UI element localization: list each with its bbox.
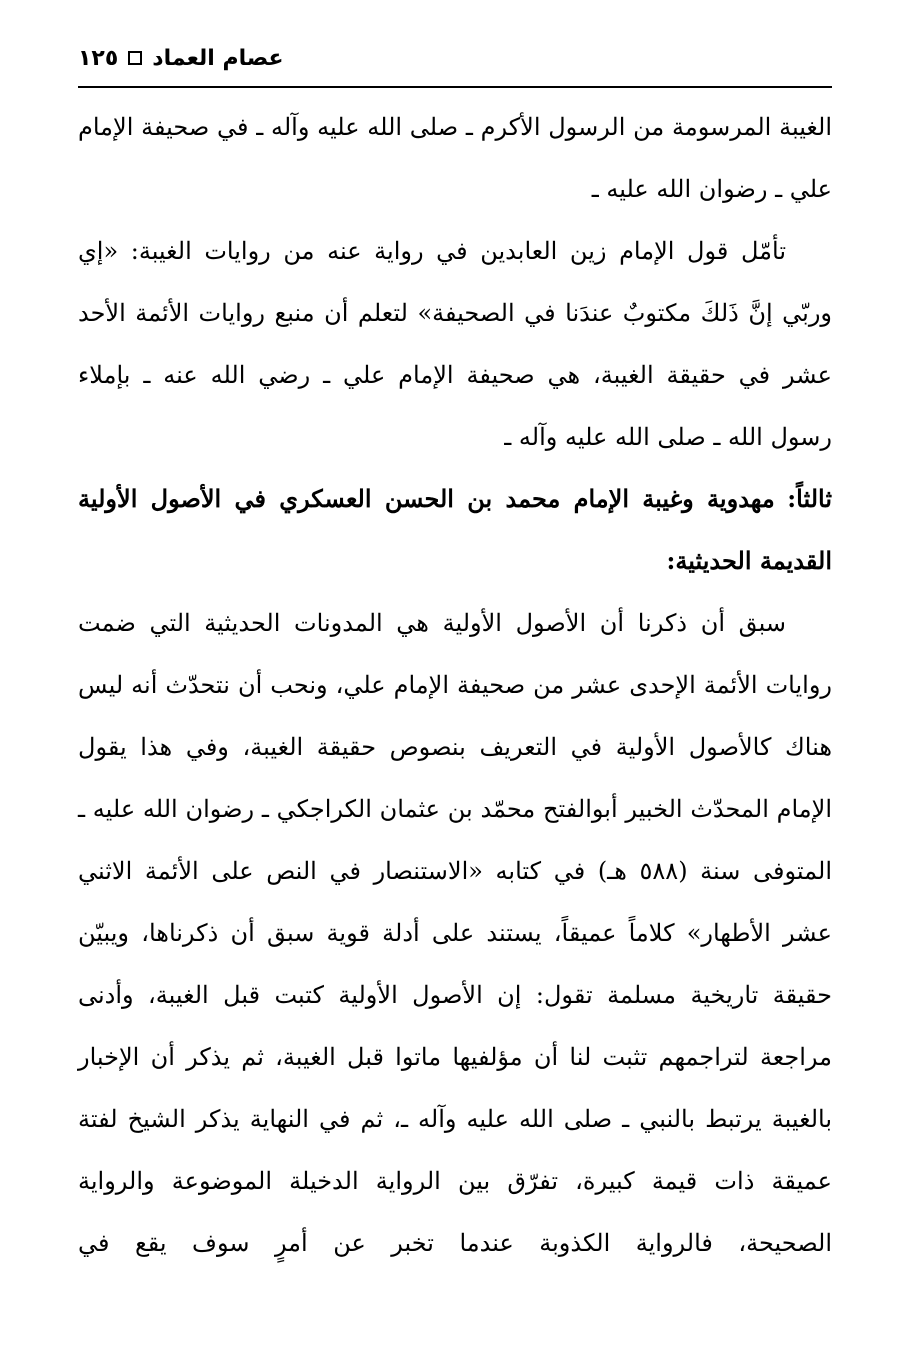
square-icon — [128, 51, 142, 65]
running-header — [78, 38, 300, 78]
paragraph: الغيبة المرسومة من الرسول الأكرم ـ صلى الله عليه وآله ـ في صحيفة الإمام علي ـ رضوان الله عليه ـ — [78, 113, 832, 203]
paragraph: تأمّل قول الإمام زين العابدين في رواية عنه من روايات الغيبة: «إي وربّي إنَّ ذَلكَ مكتوبٌ عندَنا في الصحيفة» لتعلم أن منبع روايات الأئمة الأحد عشر في حقيقة الغيبة، هي صحيفة الإمام علي ـ رضي الله عنه ـ بإملاء رسول الله ـ صلى الله عليه وآله ـ — [78, 237, 832, 451]
book-title: عصام العماد — [152, 45, 284, 71]
header-divider — [78, 86, 832, 88]
page-number: ١٢٥ — [78, 45, 119, 71]
paragraph: سبق أن ذكرنا أن الأصول الأولية هي المدونات الحديثية التي ضمت روايات الأئمة الإحدى عشر من صحيفة الإمام علي، ونحب أن نتحدّث أنه ليس هناك كالأصول الأولية في التعريف بنصوص حقيقة الغيبة، وفي هذا يقول الإمام المحدّث الخبير أبوالفتح محمّد بن عثمان الكراجكي ـ رضوان الله عليه ـ المتوفى سنة (٥٨٨ هـ) في كتابه «الاستنصار في النص على الأئمة الاثني عشر الأطهار» كلاماً عميقاً، يستند على أدلة قوية سبق أن ذكرناها، ويبيّن حقيقة تاريخية مسلمة تقول: إن الأصول الأولية كتبت قبل الغيبة، وأدنى مراجعة لتراجمهم تثبت لنا أن مؤلفيها ماتوا قبل الغيبة، ثم يذكر أن الإخبار بالغيبة يرتبط بالنبي ـ صلى الله عليه وآله ـ، ثم في النهاية يذكر الشيخ لفتة عميقة ذات قيمة كبيرة، تفرّق بين الرواية الدخيلة الموضوعة والرواية الصحيحة، فالرواية الكذوبة عندما تخبر عن أمرٍ سوف يقع في — [78, 609, 833, 1257]
body-text — [78, 96, 832, 1274]
section-heading — [78, 468, 832, 592]
section-heading-label: ثالثاً: — [787, 484, 832, 513]
section-heading-text: مهدوية وغيبة الإمام محمد بن الحسن العسكري في الأصول الأولية القديمة الحديثية: — [78, 484, 832, 575]
